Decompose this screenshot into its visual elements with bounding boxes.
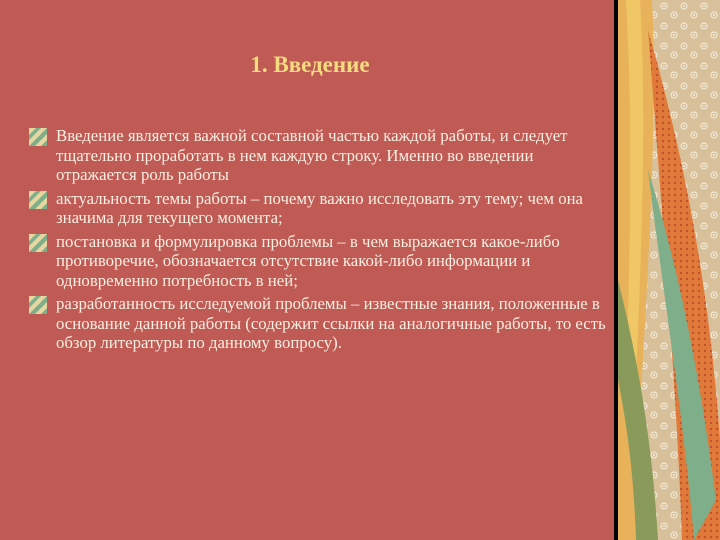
striped-square-bullet-icon: [28, 294, 52, 316]
striped-square-bullet-icon: [28, 232, 52, 254]
decorative-side-panel: [618, 0, 720, 540]
bullet-text: Введение является важной составной частью каждой работы, и следует тщательно проработать в нем каждую строку. Именно во введении отражается роль работы: [56, 126, 568, 184]
slide-title: 1. Введение: [250, 52, 370, 77]
striped-square-bullet-icon: [28, 189, 52, 211]
bullet-item-problem-statement: [28, 232, 612, 291]
bullet-item-literature-review: [28, 294, 612, 353]
bullet-list: [28, 126, 612, 357]
bullet-item-relevance: [28, 189, 612, 228]
bullet-item-introduction: [28, 126, 612, 185]
striped-square-bullet-icon: [28, 126, 52, 148]
bullet-text: актуальность темы работы – почему важно исследовать эту тему; чем она значима для текущего момента;: [56, 188, 584, 227]
bullet-text: разработанность исследуемой проблемы – известные знания, положенные в основание данной работы (содержит ссылки на аналогичные работы, то есть обзор литературы по данному вопросу).: [56, 294, 606, 352]
bullet-text: постановка и формулировка проблемы – в чем выражается какое-либо противоречие, обозначается отсутствие какой-либо информации и одновременно потребность в ней;: [56, 231, 560, 290]
